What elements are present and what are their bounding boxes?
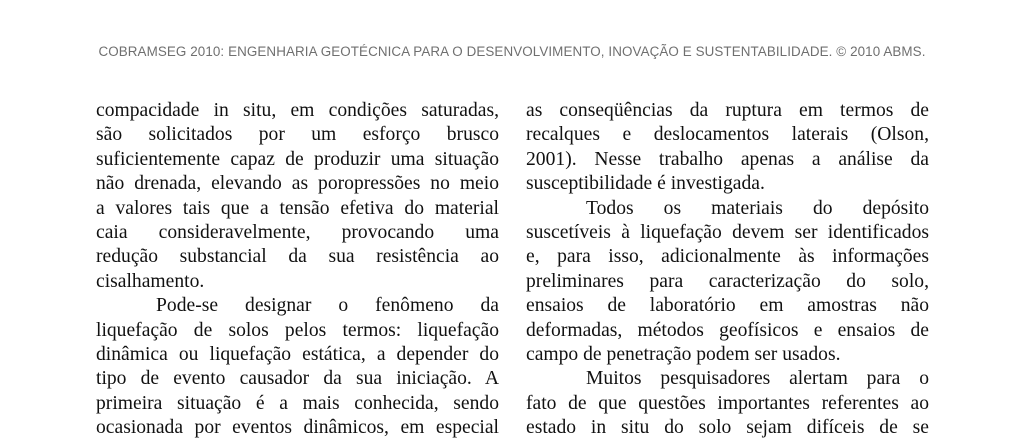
body-line: a valores tais que a tensão efetiva do material bbox=[96, 197, 499, 219]
body-line: liquefação de solos pelos termos: liquefação bbox=[96, 319, 499, 341]
body-line: deformadas, métodos geofísicos e ensaios de bbox=[526, 319, 929, 341]
body-line: preliminares para caracterização do solo, bbox=[526, 270, 929, 292]
body-line: primeira situação é a mais conhecida, sendo bbox=[96, 392, 499, 414]
body-line: caia consideravelmente, provocando uma bbox=[96, 221, 499, 243]
body-line: compacidade in situ, em condições saturadas, bbox=[96, 100, 499, 121]
left-column bbox=[96, 99, 499, 440]
body-line: estado in situ do solo sejam difíceis de se bbox=[526, 417, 929, 439]
paragraph-start-line: Todos os materiais do depósito bbox=[586, 197, 929, 219]
body-line: recalques e deslocamentos laterais (Olson, bbox=[526, 124, 929, 146]
body-line: não drenada, elevando as poropressões no meio bbox=[96, 173, 499, 195]
body-line: suscetíveis à liquefação devem ser identificados bbox=[526, 221, 929, 243]
body-line: cisalhamento. bbox=[96, 270, 205, 292]
body-line: redução substancial da sua resistência ao bbox=[96, 246, 499, 268]
body-line: ocasionada por eventos dinâmicos, em especial bbox=[96, 417, 499, 439]
body-line: campo de penetração podem ser usados. bbox=[526, 343, 841, 365]
paragraph-start-line: Pode-se designar o fenômeno da bbox=[156, 295, 499, 317]
body-line: as conseqüências da ruptura em termos de bbox=[526, 100, 929, 121]
body-line: ensaios de laboratório em amostras não bbox=[526, 295, 929, 317]
paragraph-start-line: Muitos pesquisadores alertam para o bbox=[586, 368, 929, 390]
body-line: dinâmica ou liquefação estática, a depender do bbox=[96, 343, 499, 365]
body-line: e, para isso, adicionalmente às informações bbox=[526, 246, 929, 268]
body-line: são solicitados por um esforço brusco bbox=[96, 124, 499, 146]
body-line: tipo de evento causador da sua iniciação. A bbox=[96, 368, 499, 390]
running-header: COBRAMSEG 2010: ENGENHARIA GEOTÉCNICA PARA O DESENVOLVIMENTO, INOVAÇÃO E SUSTENTABILIDADE. © 2010 ABMS. bbox=[98, 44, 926, 59]
body-line: susceptibilidade é investigada. bbox=[526, 173, 765, 195]
body-line: 2001). Nesse trabalho apenas a análise da bbox=[526, 148, 929, 170]
body-line: fato de que questões importantes referentes ao bbox=[526, 392, 929, 414]
body-line: suficientemente capaz de produzir uma situação bbox=[96, 148, 499, 170]
right-column bbox=[526, 99, 929, 440]
